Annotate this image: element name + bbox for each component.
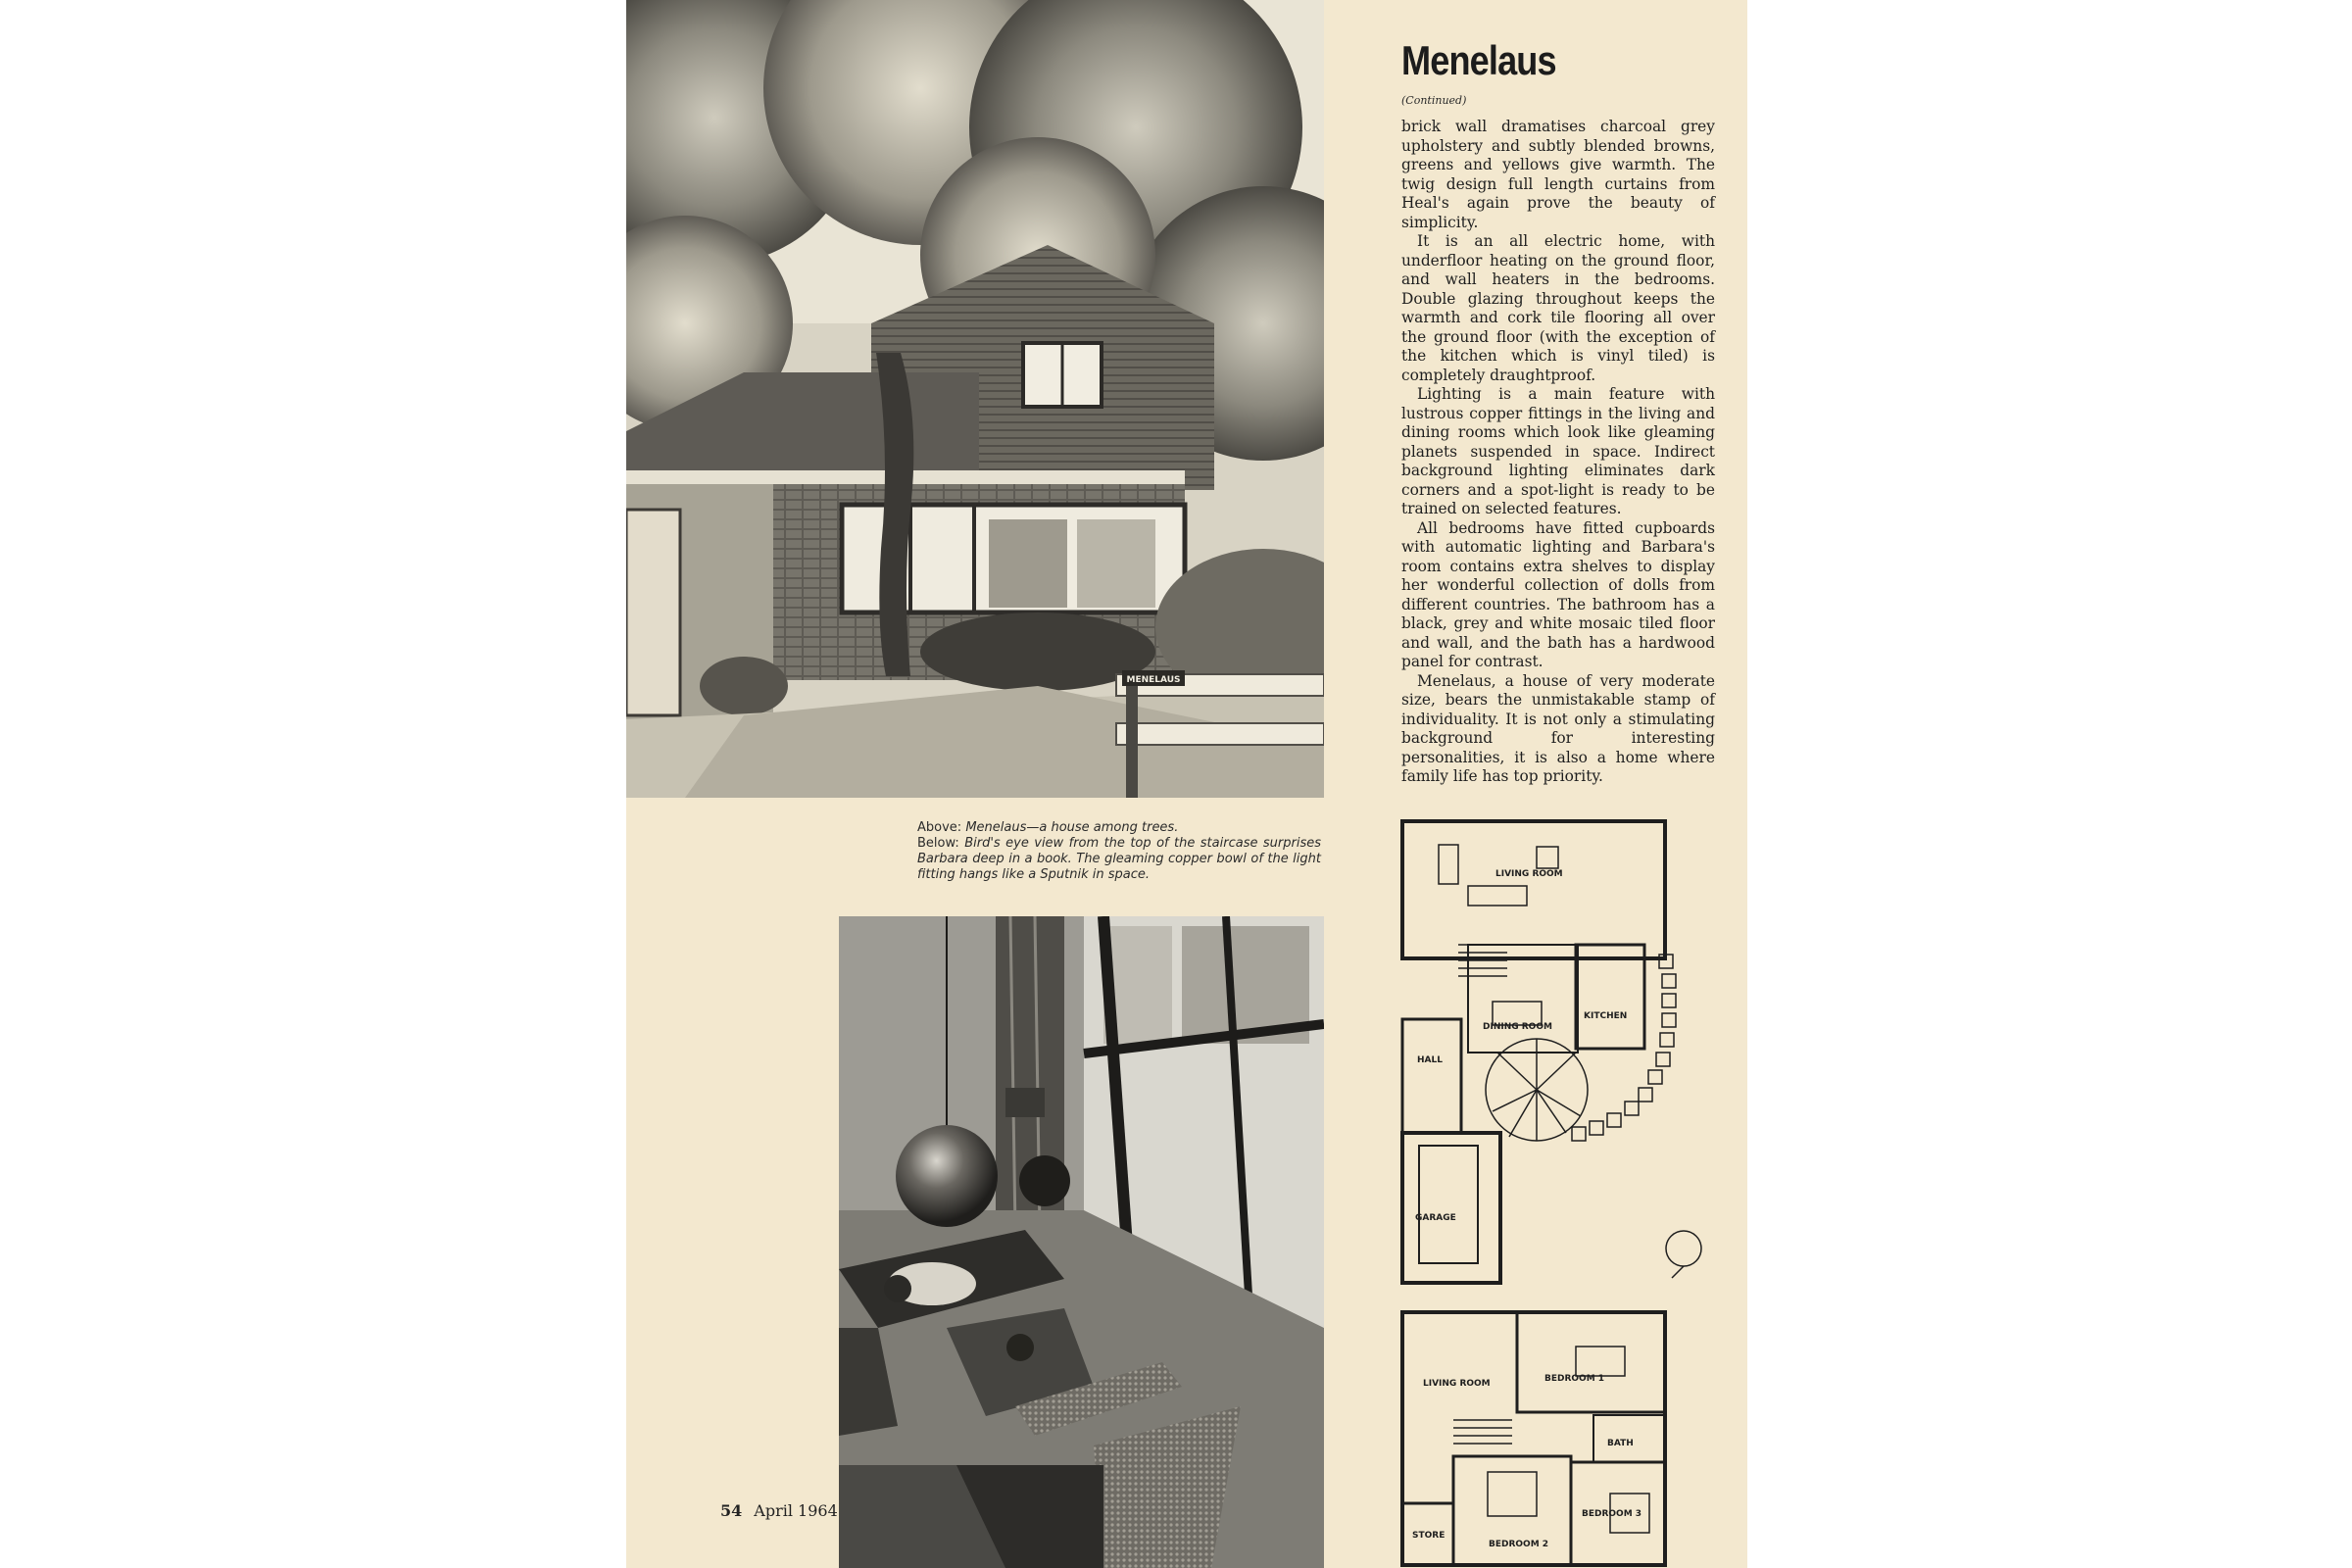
plan-label-upper-living-room: LIVING ROOM bbox=[1423, 1379, 1491, 1389]
caption-above-label: Above: bbox=[917, 820, 962, 835]
floor-plan bbox=[1399, 817, 1733, 1568]
caption-below-text: Bird's eye view from the top of the staircase surprises Barbara deep in a book. The gleaming copper bowl of the light fitting hangs like a Sputnik in space. bbox=[917, 836, 1321, 882]
plan-label-hall: HALL bbox=[1417, 1055, 1443, 1065]
house-name-sign: MENELAUS bbox=[1126, 675, 1181, 685]
interior-photo-illustration bbox=[839, 916, 1324, 1568]
interior-photo bbox=[839, 916, 1324, 1568]
living-room-outline bbox=[1402, 821, 1665, 958]
garage-car bbox=[1419, 1146, 1478, 1263]
garage-outline bbox=[1402, 1133, 1500, 1283]
article-paragraph: Menelaus, a house of very moderate size, bears the unmistakable stamp of individuality. It is not only a stimulating background for interesting personalities, it is also a home where family life has top priority. bbox=[1401, 671, 1715, 785]
plan-label-living-room: LIVING ROOM bbox=[1495, 869, 1563, 879]
plan-label-kitchen: KITCHEN bbox=[1584, 1011, 1628, 1021]
caption-below bbox=[917, 836, 1321, 883]
plan-label-bedroom-3: BEDROOM 3 bbox=[1582, 1509, 1642, 1519]
article-paragraph: It is an all electric home, with underfloor heating on the ground floor, and wall heaters in the bedrooms. Double glazing throughout keeps the warmth and cork tile flooring all over the ground floor (with the exception of the kitchen which is vinyl tiled) is completely draughtproof. bbox=[1401, 232, 1715, 384]
article-title: Menelaus bbox=[1401, 37, 1556, 83]
page-number: 54 bbox=[720, 1501, 743, 1520]
article-paragraph: Lighting is a main feature with lustrous copper fittings in the living and dining rooms which look like gleaming planets suspended in space. Indirect background lighting eliminates dark corners and a spot-light is ready to be trained on selected features. bbox=[1401, 385, 1715, 517]
hall-outline bbox=[1402, 1019, 1461, 1133]
article-body bbox=[1401, 118, 1715, 787]
issue-date: April 1964 bbox=[754, 1501, 838, 1520]
bedroom1-outline bbox=[1517, 1312, 1665, 1412]
floor-plan-drawing bbox=[1399, 817, 1733, 1568]
plan-label-bedroom-1: BEDROOM 1 bbox=[1544, 1374, 1605, 1384]
house-photo-illustration bbox=[626, 0, 1324, 798]
plan-label-store: STORE bbox=[1412, 1531, 1446, 1541]
plan-label-bedroom-2: BEDROOM 2 bbox=[1489, 1540, 1549, 1549]
plan-label-dining-room: DINING ROOM bbox=[1483, 1022, 1552, 1032]
magazine-page bbox=[626, 0, 1747, 1568]
plan-label-bath: BATH bbox=[1607, 1439, 1634, 1448]
page-folio bbox=[720, 1501, 838, 1520]
continued-label: (Continued) bbox=[1401, 94, 1467, 107]
photo-caption bbox=[917, 820, 1321, 883]
caption-above-text: Menelaus—a house among trees. bbox=[965, 820, 1179, 835]
house-photo bbox=[626, 0, 1324, 798]
caption-below-label: Below: bbox=[917, 836, 959, 851]
caption-above bbox=[917, 820, 1321, 836]
article-paragraph: brick wall dramatises charcoal grey upholstery and subtly blended browns, greens and yellows give warmth. The twig design full length curtains from Heal's again prove the beauty of simplicity. bbox=[1401, 118, 1715, 231]
plan-label-garage: GARAGE bbox=[1415, 1213, 1456, 1223]
article-paragraph: All bedrooms have fitted cupboards with automatic lighting and Barbara's room contains extra shelves to display her wonderful collection of dolls from different countries. The bathroom has a black, grey and white mosaic tiled floor and wall, and the bath has a hardwood panel for contrast. bbox=[1401, 518, 1715, 670]
